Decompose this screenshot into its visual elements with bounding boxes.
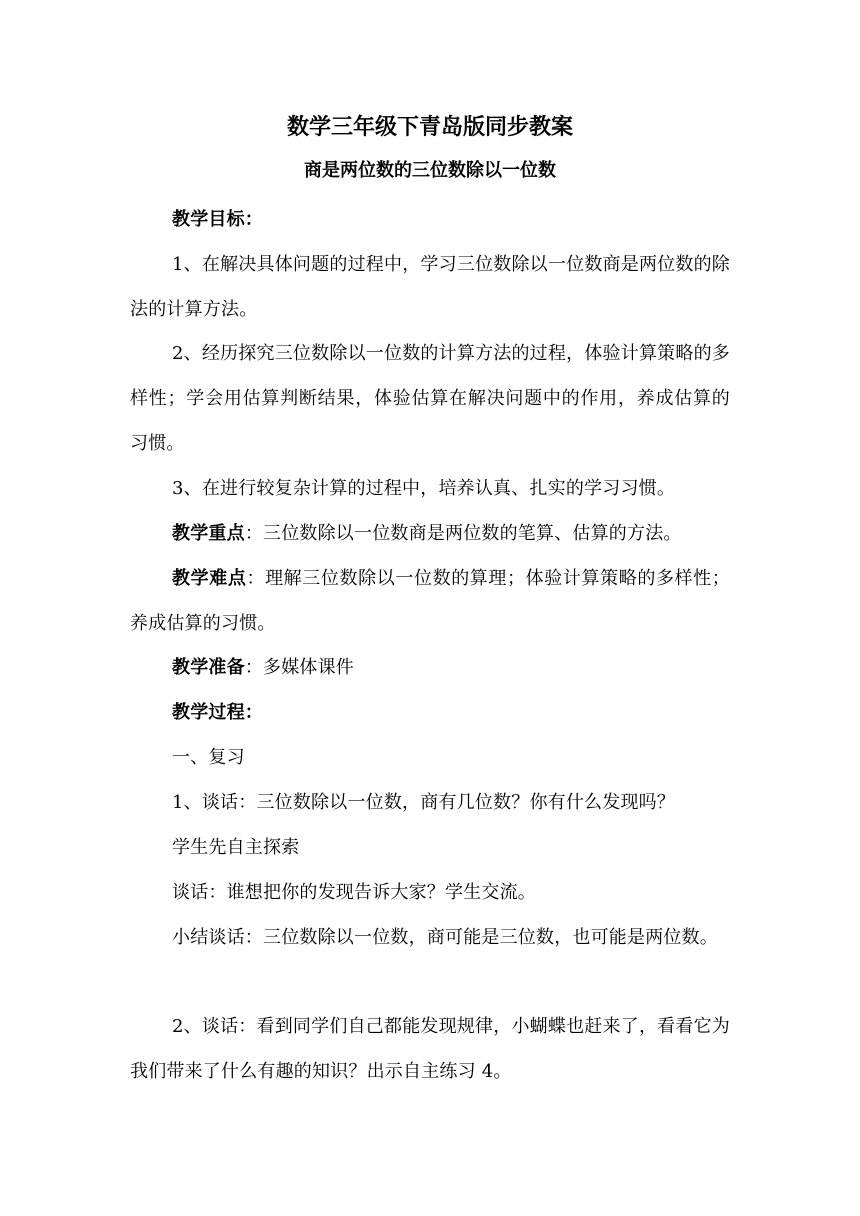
document-subtitle: 商是两位数的三位数除以一位数: [304, 160, 556, 181]
preparation-label: 教学准备: [172, 657, 245, 678]
difficulties: [130, 556, 730, 646]
objective-3: 3、在进行较复杂计算的过程中，培养认真、扎实的学习习惯。: [172, 478, 676, 499]
objective-1: 1、在解决具体问题的过程中，学习三位数除以一位数商是两位数的除法的计算方法。: [130, 254, 730, 320]
preparation-text: ：多媒体课件: [244, 657, 355, 678]
key-points-text: ：三位数除以一位数商是两位数的笔算、估算的方法。: [244, 523, 682, 544]
objective-2: 2、经历探究三位数除以一位数的计算方法的过程，体验计算策略的多样性；学会用估算判断结果，体验估算在解决问题中的作用，养成估算的习惯。: [130, 343, 730, 454]
preparation: [130, 645, 730, 690]
difficulties-text: ：理解三位数除以一位数的算理；体验计算策略的多样性；养成估算的习惯。: [130, 568, 730, 634]
objectives-heading: 教学目标：: [172, 209, 263, 230]
process-heading: 教学过程：: [172, 702, 263, 723]
key-points-label: 教学重点: [172, 523, 245, 544]
key-points: [130, 511, 730, 556]
review-item-2: 学生先自主探索: [172, 837, 300, 858]
review-item-4: 2、谈话：看到同学们自己都能发现规律，小蝴蝶也赶来了，看看它为我们带来了什么有趣的知识？出示自主练习 4。: [130, 1016, 730, 1082]
review-item-3: 谈话：谁想把你的发现告诉大家？学生交流。: [172, 882, 536, 903]
review-summary: 小结谈话：三位数除以一位数，商可能是三位数，也可能是两位数。: [172, 927, 718, 948]
section-review-heading: 一、复习: [172, 747, 245, 768]
document-title: 数学三年级下青岛版同步教案: [286, 115, 573, 140]
difficulties-label: 教学难点: [172, 568, 247, 589]
review-item-1: 1、谈话：三位数除以一位数，商有几位数？你有什么发现吗？: [172, 792, 676, 813]
